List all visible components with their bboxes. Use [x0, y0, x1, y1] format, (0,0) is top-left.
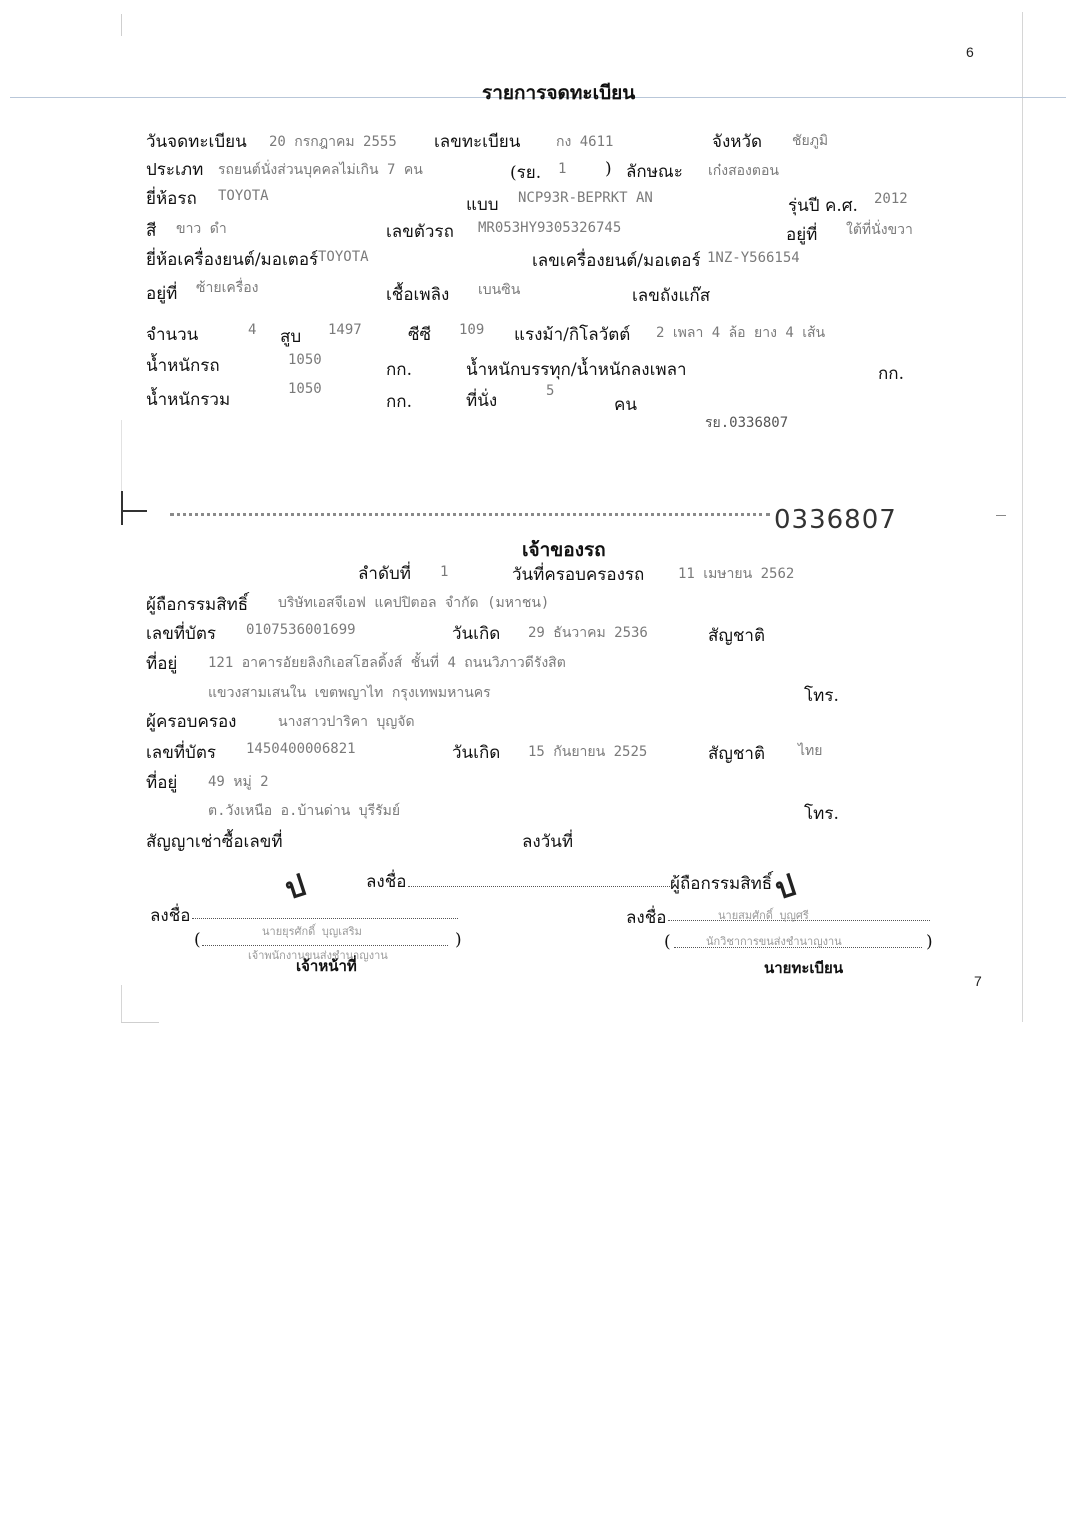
cut-mark-right [996, 515, 1006, 516]
ry-prefix: (รย. [510, 163, 542, 183]
holder-dob-label: วันเกิด [452, 743, 501, 763]
engine-number-label: เลขเครื่องยนต์/มอเตอร์ [532, 251, 701, 271]
holder-label: ผู้ครอบครอง [146, 712, 237, 732]
load-unit: กก. [878, 364, 904, 384]
seats-unit: คน [614, 395, 637, 415]
page-number-top: 6 [966, 44, 974, 60]
center-sign-label: ลงชื่อ [366, 872, 407, 892]
owner-title: เจ้าของรถ [522, 539, 606, 561]
owner-sign-caption: ผู้ถือกรรมสิทธิ์ [670, 874, 773, 894]
left-open-paren: ( [194, 930, 201, 950]
signature-mark-center: ป [281, 867, 310, 908]
owner-dob-label: วันเกิด [452, 624, 501, 644]
owner-id-label: เลขที่บัตร [146, 624, 217, 644]
axle-value: 2 เพลา 4 ล้อ ยาง 4 เส้น [656, 325, 826, 341]
reg-date-value: 20 กรกฎาคม 2555 [269, 134, 397, 150]
type-label: ประเภท [146, 160, 204, 180]
gross-weight-label: น้ำหนักรวม [146, 390, 231, 410]
left-officer-name: นายยุรศักดิ์ บุญเสริม [262, 925, 362, 938]
owner-address-line2: แขวงสามเสนใน เขตพญาไท กรุงเทพมหานคร [208, 685, 491, 701]
ry-value: 1 [558, 161, 567, 177]
brand-label: ยี่ห้อรถ [146, 189, 197, 209]
owner-address-label: ที่อยู่ [146, 654, 178, 674]
seats-value: 5 [546, 383, 555, 399]
year-value: 2012 [874, 191, 908, 207]
cut-serial-number: 0336807 [774, 505, 897, 535]
fuel-value: เบนซิน [478, 282, 521, 298]
engine-brand-value: TOYOTA [318, 249, 369, 265]
right-open-paren: ( [664, 932, 671, 952]
plate-value: กง 4611 [556, 134, 614, 150]
holder-address-line2: ต.วังเหนือ อ.บ้านด่าน บุรีรัมย์ [208, 803, 401, 819]
scan-edge-bottom [121, 1022, 159, 1023]
brand-value: TOYOTA [218, 188, 269, 204]
style-label: ลักษณะ [626, 162, 683, 182]
holder-nationality-label: สัญชาติ [708, 744, 765, 764]
left-officer-position: เจ้าพนักงานขนส่งชำนาญงาน [248, 949, 388, 962]
sequence-label: ลำดับที่ [358, 564, 412, 584]
cylinder-value: 4 [248, 322, 257, 338]
lease-number-label: สัญญาเช่าซื้อเลขที่ [146, 832, 283, 852]
owner-name: บริษัทเอสจีเอฟ แคปปิตอล จำกัด (มหาชน) [278, 595, 550, 611]
possession-date-value: 11 เมษายน 2562 [678, 566, 795, 582]
vin-value: MR053HY9305326745 [478, 220, 622, 236]
cylinder-label: จำนวน [146, 325, 199, 345]
holder-tel-label: โทร. [804, 804, 839, 824]
left-sign-line [192, 918, 458, 919]
scan-edge-left-mid [121, 420, 122, 500]
color-label: สี [146, 221, 157, 241]
engine-location-label: อยู่ที่ [146, 284, 178, 304]
province-value: ชัยภูมิ [792, 133, 829, 149]
weight-label: น้ำหนักรถ [146, 356, 220, 376]
right-officer-name: นายสมศักดิ์ บุญศรี [718, 909, 809, 922]
possession-date-label: วันที่ครอบครองรถ [512, 565, 645, 585]
center-sign-line [408, 886, 670, 887]
engine-number-value: 1NZ-Y566154 [707, 250, 800, 266]
owner-nationality-label: สัญชาติ [708, 626, 765, 646]
scan-edge-left-top [121, 14, 122, 36]
owner-label: ผู้ถือกรรมสิทธิ์ [146, 595, 249, 615]
vin-location-value: ใต้ที่นั่งขวา [846, 222, 913, 238]
gas-tank-label: เลขถังแก๊ส [632, 286, 711, 306]
hp-value: 109 [459, 322, 485, 338]
right-close-paren: ) [926, 932, 933, 952]
owner-tel-label: โทร. [804, 686, 839, 706]
weight-value: 1050 [288, 352, 322, 368]
cut-serial-clip [774, 505, 914, 535]
holder-address-line1: 49 หมู่ 2 [208, 774, 269, 790]
vin-label: เลขตัวรถ [386, 222, 454, 242]
signature-mark-owner: ป [771, 867, 800, 908]
holder-address-label: ที่อยู่ [146, 773, 178, 793]
hp-label: แรงม้า/กิโลวัตต์ [514, 325, 631, 345]
holder-id-value: 1450400006821 [246, 741, 356, 757]
owner-id-value: 0107536001699 [246, 622, 356, 638]
registration-title: รายการจดทะเบียน [482, 82, 636, 104]
owner-address-line1: 121 อาคารอัยยลิงกิเอสโฮลดิ้งส์ ชั้นที่ 4 ถนนวิภาวดีรังสิต [208, 655, 566, 671]
holder-dob-value: 15 กันยายน 2525 [528, 744, 648, 760]
type-value: รถยนต์นั่งส่วนบุคคลไม่เกิน 7 คน [218, 162, 423, 178]
model-label: แบบ [466, 195, 499, 215]
right-sign-label: ลงชื่อ [626, 908, 667, 928]
ry-suffix: ) [605, 159, 612, 179]
cut-mark-horizontal [121, 510, 147, 512]
style-value: เก๋งสองตอน [708, 163, 779, 179]
seats-label: ที่นั่ง [466, 391, 498, 411]
fuel-label: เชื้อเพลิง [386, 285, 450, 305]
reg-date-label: วันจดทะเบียน [146, 132, 247, 152]
document-number: รย.0336807 [705, 415, 789, 431]
left-sign-label: ลงชื่อ [150, 906, 191, 926]
scan-edge-right [1022, 12, 1023, 1022]
sequence-value: 1 [440, 564, 449, 580]
left-close-paren: ) [455, 930, 462, 950]
left-caption: เจ้าหน้าที่ [296, 957, 357, 975]
holder-id-label: เลขที่บัตร [146, 743, 217, 763]
color-value: ขาว ดำ [176, 221, 227, 237]
lease-date-label: ลงวันที่ [522, 832, 574, 852]
province-label: จังหวัด [712, 132, 763, 152]
cc-value: 1497 [328, 322, 362, 338]
vin-location-label: อยู่ที่ [786, 225, 818, 245]
scan-edge-left-bottom [121, 985, 122, 1023]
plate-label: เลขทะเบียน [434, 132, 521, 152]
cut-mark-vertical [121, 491, 123, 525]
right-officer-position: นักวิชาการขนส่งชำนาญงาน [706, 935, 842, 948]
perforation-line [170, 513, 770, 516]
engine-location-value: ซ้ายเครื่อง [196, 280, 259, 296]
load-label: น้ำหนักบรรทุก/น้ำหนักลงเพลา [466, 360, 687, 380]
holder-name: นางสาวปาริคา บุญจัด [278, 714, 415, 730]
cylinder-unit: สูบ [280, 327, 302, 347]
weight-unit: กก. [386, 360, 412, 380]
owner-dob-value: 29 ธันวาคม 2536 [528, 625, 648, 641]
gross-weight-value: 1050 [288, 381, 322, 397]
engine-brand-label: ยี่ห้อเครื่องยนต์/มอเตอร์ [146, 250, 319, 270]
holder-nationality-value: ไทย [798, 743, 823, 759]
page-number-bottom: 7 [974, 973, 982, 989]
right-caption: นายทะเบียน [764, 959, 844, 977]
gross-weight-unit: กก. [386, 392, 412, 412]
year-label: รุ่นปี ค.ศ. [788, 196, 858, 216]
cc-label: ซีซี [408, 325, 432, 345]
model-value: NCP93R-BEPRKT AN [518, 190, 653, 206]
